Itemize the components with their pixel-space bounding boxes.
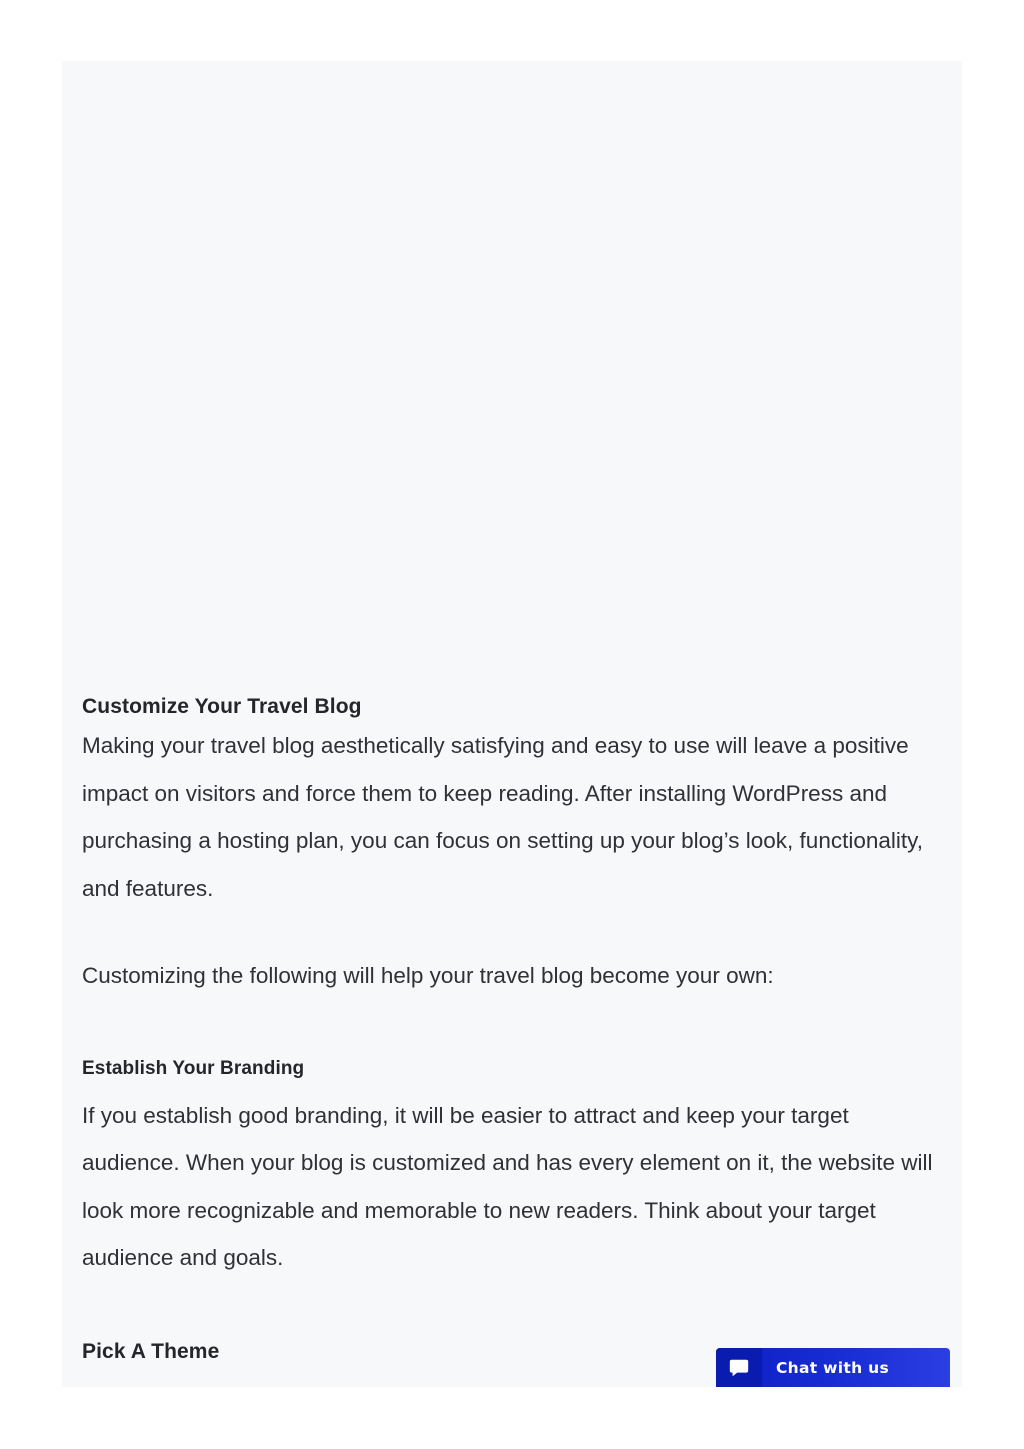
chat-label: Chat with us (776, 1358, 890, 1377)
section-heading-theme: Pick A Theme (82, 1339, 220, 1363)
section-heading-branding: Establish Your Branding (82, 1057, 305, 1079)
section-heading-customize: Customize Your Travel Blog (82, 695, 362, 718)
paragraph-customize-intro: Making your travel blog aesthetically satisfying and easy to use will leave a positive impact on visitors and force them to keep reading. After installing WordPress and purchasing a hosting plan, you can focus on setting up your blog’s look, functionality, and features. (82, 733, 923, 901)
paragraph-branding: If you establish good branding, it will be easier to attract and keep your target audience. When your blog is customized and has every element on it, the website will look more recognizable and memorable to new readers. Think about your target audience and goals. (82, 1102, 933, 1270)
chat-icon-container (716, 1348, 762, 1387)
chat-with-us-button[interactable] (716, 1348, 950, 1387)
article-content (82, 695, 942, 1364)
chat-bubble-icon (728, 1357, 750, 1379)
paragraph-customize-following: Customizing the following will help your travel blog become your own: (82, 963, 774, 988)
article-panel (62, 61, 962, 1387)
